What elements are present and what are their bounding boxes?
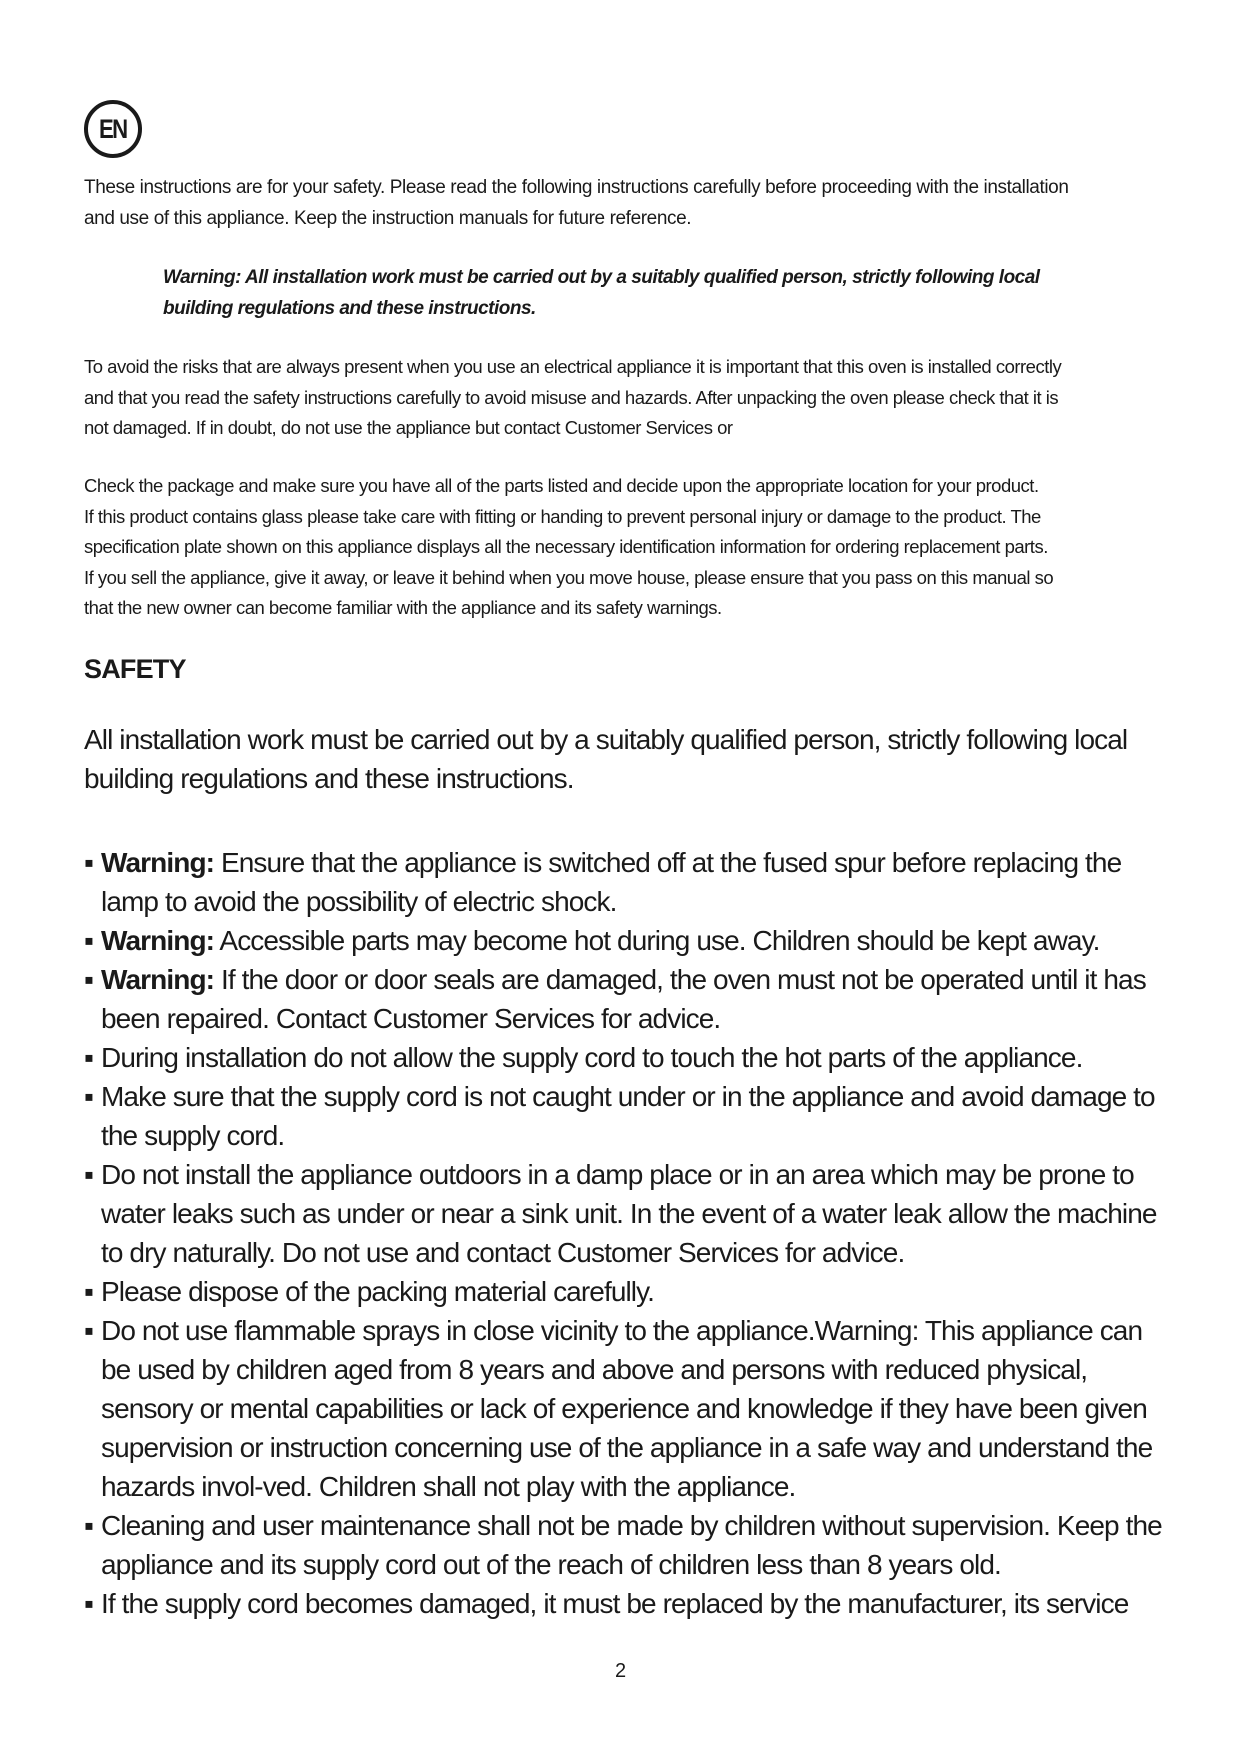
safety-item-label: Warning: <box>101 847 215 878</box>
installation-warning <box>163 262 1123 324</box>
risk-line-1: To avoid the risks that are always present when you use an electrical appliance it is important that this oven is installed correctly <box>84 356 1062 377</box>
safety-item-text: Please dispose of the packing material carefully. <box>101 1276 655 1307</box>
installation-warning-line-1: Warning: All installation work must be carried out by a suitably qualified person, strictly following local <box>163 267 1040 288</box>
safety-item-text: If the door or door seals are damaged, the oven must not be operated until it has been repaired. Contact Customer Services for advice. <box>101 964 1146 1034</box>
intro-line-1: These instructions are for your safety. Please read the following instructions carefully before proceeding with the installation <box>84 177 1069 198</box>
safety-item <box>84 1038 1174 1077</box>
safety-item <box>84 1077 1174 1155</box>
risk-paragraph <box>84 352 1164 444</box>
safety-item-text: Ensure that the appliance is switched off at the fused spur before replacing the lamp to avoid the possibility of electric shock. <box>101 847 1122 917</box>
package-line-2: If this product contains glass please take care with fitting or handing to prevent personal injury or damage to the product. The <box>84 505 1041 527</box>
safety-item-text: Accessible parts may become hot during use. Children should be kept away. <box>214 925 1100 956</box>
intro-line-2: and use of this appliance. Keep the instruction manuals for future reference. <box>84 208 692 229</box>
bullet-icon: ▪ <box>84 925 94 956</box>
intro-paragraph <box>84 172 1164 234</box>
safety-item <box>84 1584 1174 1623</box>
package-line-3: specification plate shown on this appliance displays all the necessary identification information for ordering replacement parts. <box>84 536 1048 557</box>
page-number: 2 <box>614 1660 627 1682</box>
safety-heading: SAFETY <box>84 654 186 684</box>
bullet-icon: ▪ <box>84 847 94 878</box>
safety-item <box>84 921 1174 960</box>
language-badge-label: EN <box>99 113 127 144</box>
safety-item-text: During installation do not allow the supply cord to touch the hot parts of the appliance. <box>101 1042 1083 1073</box>
safety-item <box>84 1272 1174 1311</box>
bullet-icon: ▪ <box>84 1159 94 1190</box>
risk-line-2: and that you read the safety instructions carefully to avoid misuse and hazards. After unpacking the oven please check that it is <box>84 386 1059 408</box>
safety-item-text: Cleaning and user maintenance shall not be made by children without supervision. Keep the appliance and its supply cord out of the reach of children less than 8 years old. <box>101 1510 1162 1580</box>
package-paragraph <box>84 471 1164 624</box>
bullet-icon: ▪ <box>84 1081 94 1112</box>
safety-item-label: Warning: <box>101 964 215 995</box>
bullet-icon: ▪ <box>84 1588 94 1619</box>
bullet-icon: ▪ <box>84 1042 94 1073</box>
bullet-icon: ▪ <box>84 1510 94 1541</box>
language-badge-icon <box>84 100 142 158</box>
bullet-icon: ▪ <box>84 964 94 995</box>
safety-item-text: If the supply cord becomes damaged, it must be replaced by the manufacturer, its service <box>101 1588 1129 1619</box>
safety-item <box>84 1311 1174 1506</box>
safety-lead-text: All installation work must be carried out by a suitably qualified person, strictly following local building regulations and these instructions. <box>84 724 1128 794</box>
safety-item <box>84 1506 1174 1584</box>
bullet-icon: ▪ <box>84 1315 94 1346</box>
safety-item-label: Warning: <box>101 925 215 956</box>
package-line-5: that the new owner can become familiar with the appliance and its safety warnings. <box>84 597 722 618</box>
safety-item-text: Make sure that the supply cord is not caught under or in the appliance and avoid damage to the supply cord. <box>101 1081 1155 1151</box>
bullet-icon: ▪ <box>84 1276 94 1307</box>
risk-line-3: not damaged. If in doubt, do not use the appliance but contact Customer Services or <box>84 417 733 438</box>
safety-bullet-list <box>84 843 1174 1623</box>
package-line-1: Check the package and make sure you have all of the parts listed and decide upon the appropriate location for your product. <box>84 475 1039 496</box>
safety-item <box>84 1155 1174 1272</box>
safety-item-text: Do not install the appliance outdoors in a damp place or in an area which may be prone to water leaks such as under or near a sink unit. In the event of a water leak allow the machine to dry naturally. Do not use and contact Customer Services for advice. <box>101 1159 1157 1268</box>
safety-item <box>84 843 1174 921</box>
package-line-4: If you sell the appliance, give it away, or leave it behind when you move house, please ensure that you pass on this manual so <box>84 566 1054 588</box>
installation-warning-line-2: building regulations and these instructions. <box>163 298 536 319</box>
safety-item-text: Do not use flammable sprays in close vicinity to the appliance.Warning: This appliance can be used by children aged from 8 years and above and persons with reduced physical, sensory or mental capabilities or lack of experience and knowledge if they have been given supervision or instruction concerning use of the appliance in a safe way and understand the hazards invol-ved. Children shall not play with the appliance. <box>101 1315 1153 1502</box>
safety-item <box>84 960 1174 1038</box>
